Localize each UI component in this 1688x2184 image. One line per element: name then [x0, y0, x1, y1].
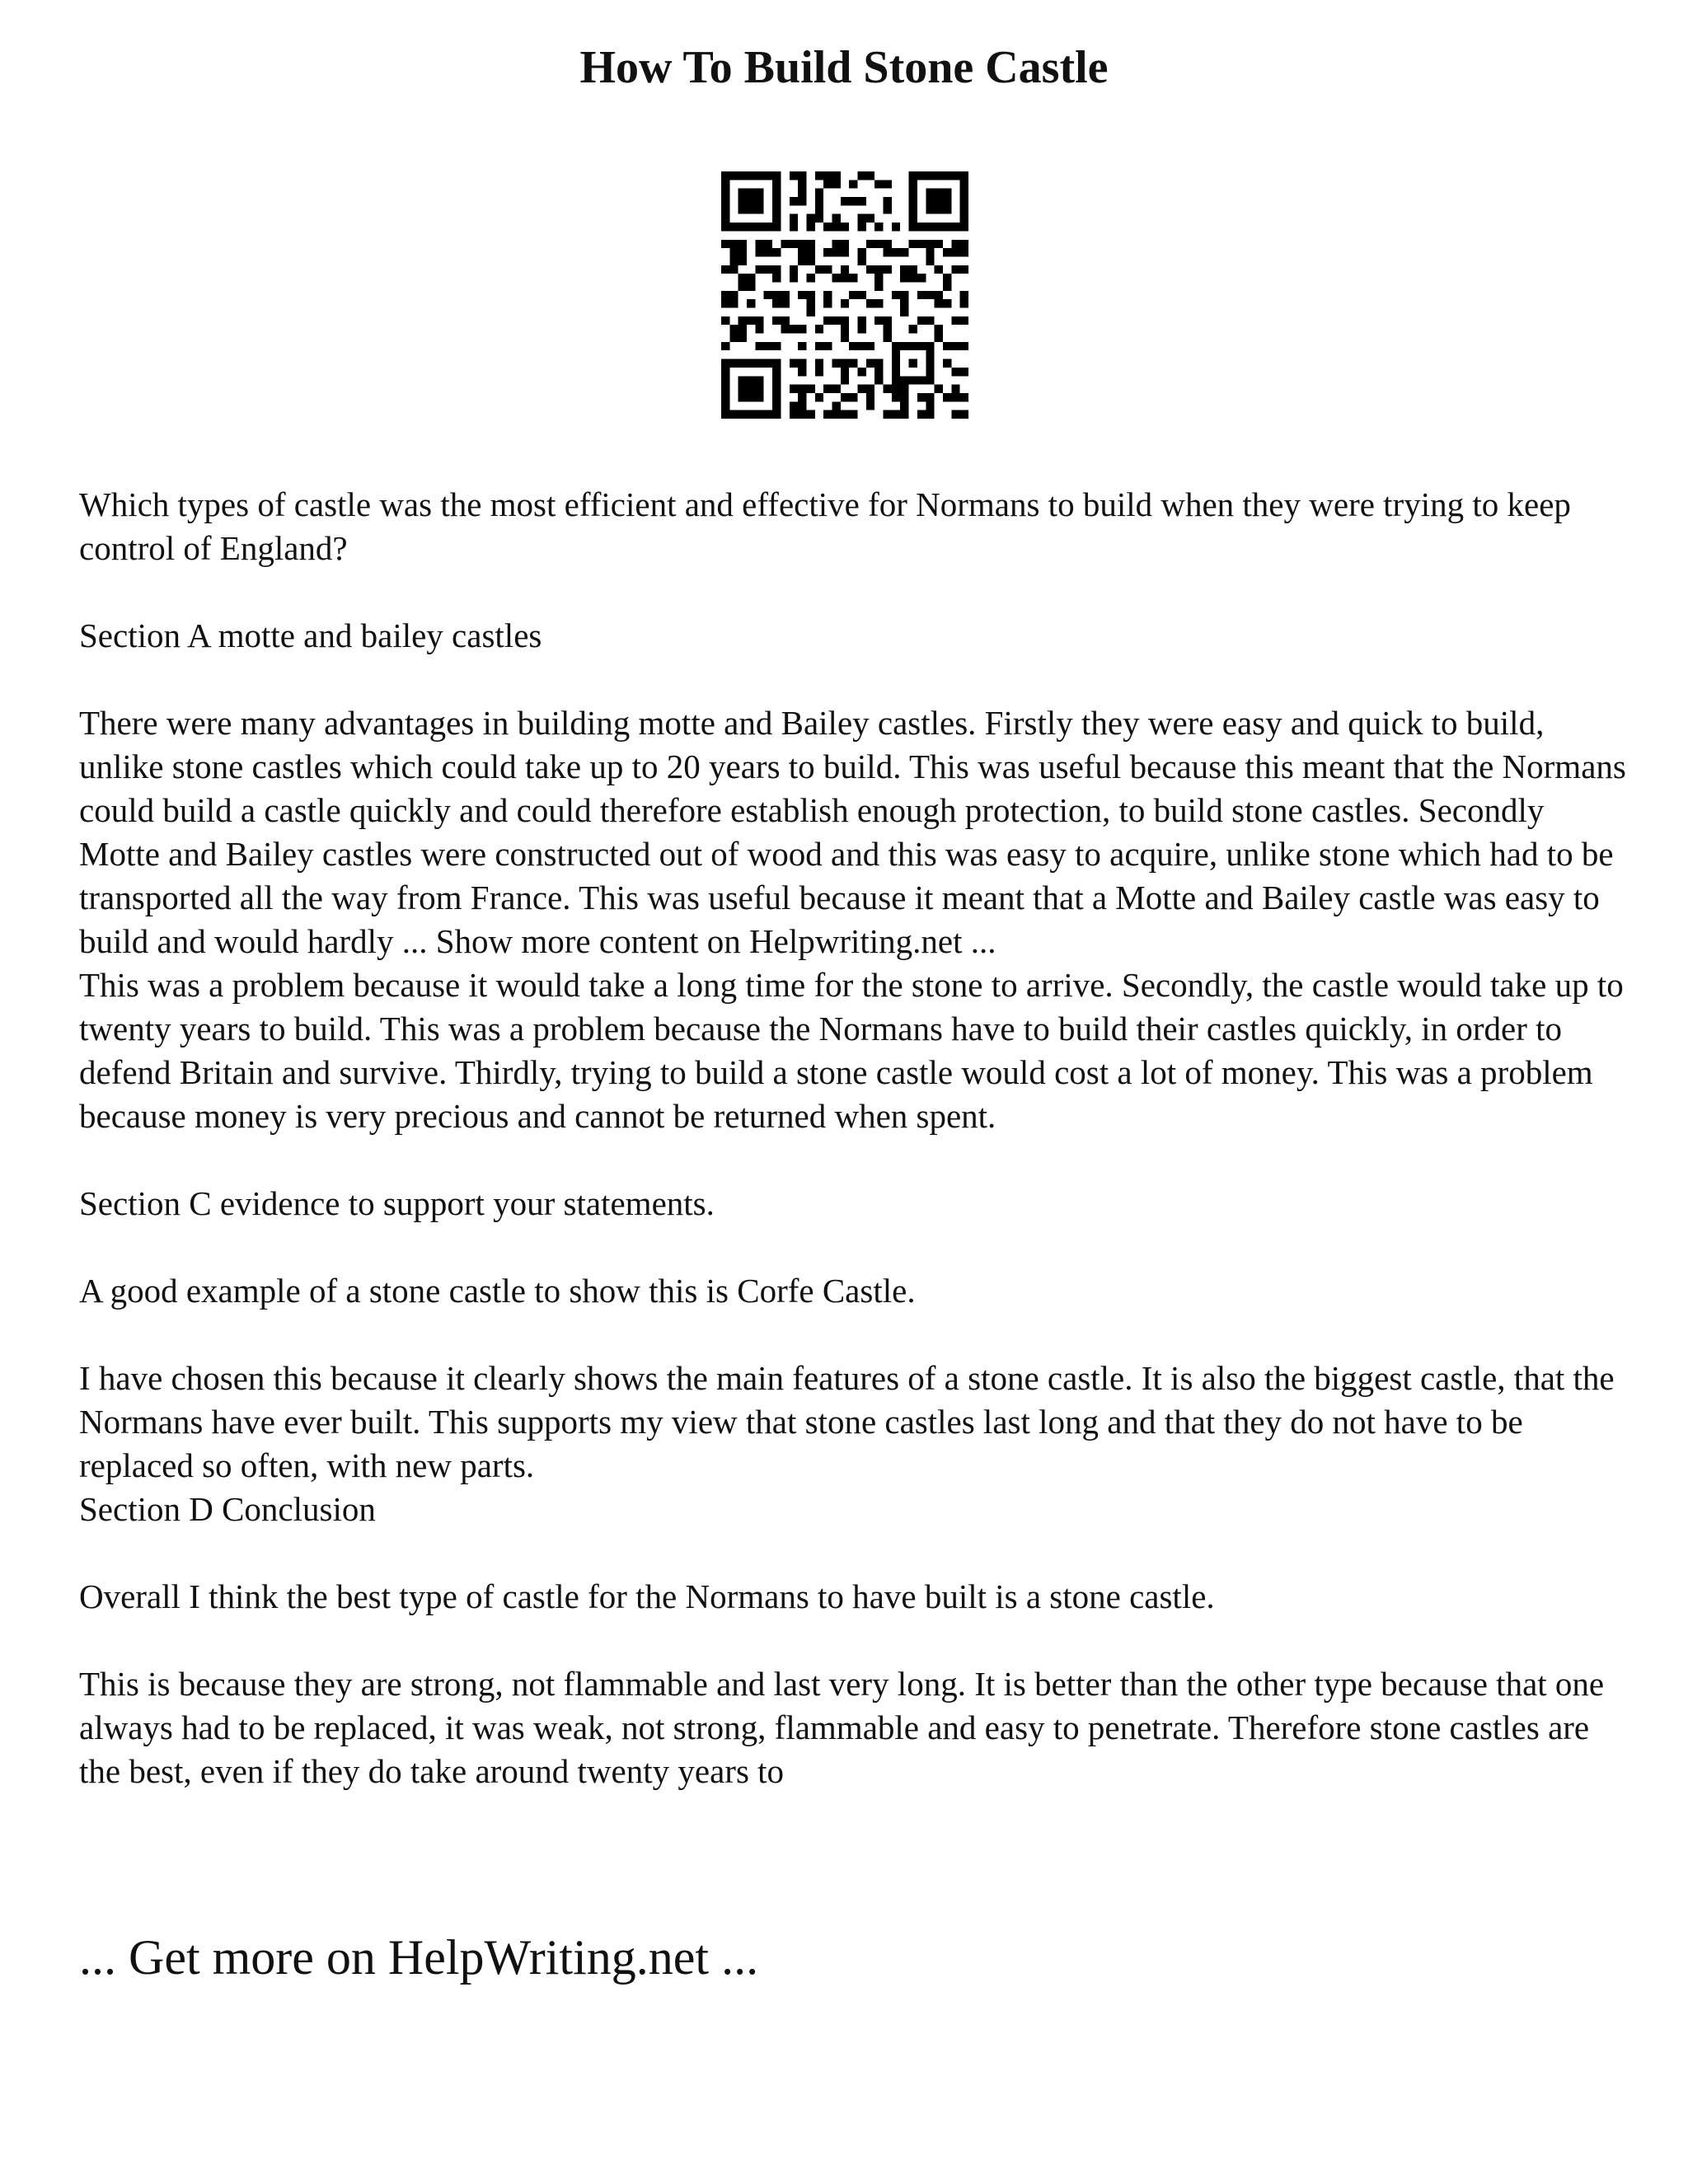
intro-question: Which types of castle was the most efficient and effective for Normans to build when they were trying to keep control of England? [79, 485, 1571, 567]
paragraph-spacer [79, 1619, 1629, 1662]
paragraph-spacer [79, 1226, 1629, 1269]
section-a-paragraph: There were many advantages in building motte and Bailey castles. Firstly they were easy and quick to build, unlike stone castles which could take up to 20 years to build. This was useful because this meant that the Normans could build a castle quickly and could therefore establish enough protection, to build stone castles. Secondly Motte and Bailey castles were constructed out of wood and this was easy to acquire, unlike stone which had to be transported all the way from France. This was useful because it meant that a Motte and Bailey castle was easy to build and would hardly ... Show more content on Helpwriting.net ... [79, 704, 1626, 960]
section-d-heading: Section D Conclusion [79, 1490, 376, 1528]
paragraph-spacer [79, 570, 1629, 614]
paragraph-spacer [79, 1531, 1629, 1575]
article-body [79, 483, 1629, 1793]
corfe-castle-example: A good example of a stone castle to show this is Corfe Castle. [79, 1272, 916, 1310]
conclusion-statement: Overall I think the best type of castle for the Normans to have built is a stone castle. [79, 1577, 1215, 1615]
paragraph-spacer [79, 1313, 1629, 1357]
conclusion-paragraph: This is because they are strong, not flammable and last very long. It is better than the other type because that one always had to be replaced, it was weak, not strong, flammable and easy to penetrate. Therefore stone castles are the best, even if they do take around twenty years to [79, 1665, 1605, 1790]
paragraph-spacer [79, 658, 1629, 701]
section-a-heading: Section A motte and bailey castles [79, 616, 542, 654]
get-more-link[interactable]: ... Get more on HelpWriting.net ... [79, 1930, 759, 1985]
page-title: How To Build Stone Castle [579, 42, 1109, 93]
section-c-heading: Section C evidence to support your statements. [79, 1184, 715, 1222]
qr-code-icon [721, 171, 968, 419]
paragraph-spacer [79, 1138, 1629, 1182]
problems-paragraph: This was a problem because it would take a long time for the stone to arrive. Secondly, the castle would take up to twenty years to build. This was a problem because the Normans have to build their castles quickly, in order to defend Britain and survive. Thirdly, trying to build a stone castle would cost a lot of money. This was a problem because money is very precious and cannot be returned when spent. [79, 966, 1624, 1135]
evidence-paragraph: I have chosen this because it clearly shows the main features of a stone castle. It is also the biggest castle, that the Normans have ever built. This supports my view that stone castles last long and that they do not have to be replaced so often, with new parts. [79, 1359, 1615, 1484]
